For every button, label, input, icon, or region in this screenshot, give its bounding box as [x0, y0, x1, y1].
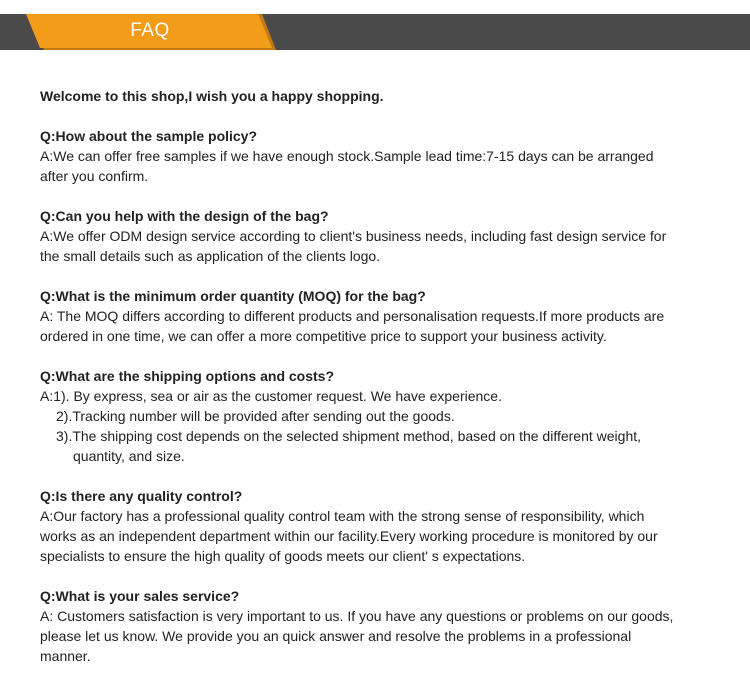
faq-answer — [40, 606, 730, 666]
answer-line: A:1). By express, sea or air as the customer request. We have experience. — [40, 388, 502, 404]
faq-answer — [40, 386, 730, 466]
faq-item-sales-service — [40, 586, 730, 666]
faq-answer — [40, 506, 730, 566]
faq-item-sample-policy — [40, 126, 730, 186]
answer-line: after you confirm. — [40, 168, 149, 184]
faq-question: Q:What are the shipping options and costs? — [40, 368, 335, 384]
faq-question: Q:What is the minimum order quantity (MOQ) for the bag? — [40, 288, 426, 304]
answer-line: 2).Tracking number will be provided after sending out the goods. — [56, 408, 455, 424]
faq-answer — [40, 306, 730, 346]
faq-item-design — [40, 206, 730, 266]
faq-answer — [40, 226, 730, 266]
faq-content — [40, 86, 730, 686]
answer-line: the small details such as application of the clients logo. — [40, 248, 381, 264]
faq-question: Q:Can you help with the design of the bag? — [40, 208, 329, 224]
faq-answer — [40, 146, 730, 186]
faq-question: Q:Is there any quality control? — [40, 488, 243, 504]
answer-line: A: The MOQ differs according to different products and personalisation requests.If more products are — [40, 308, 665, 324]
answer-line: A:We can offer free samples if we have enough stock.Sample lead time:7-15 days can be arranged — [40, 148, 654, 164]
answer-line: works as an independent department within our facility.Every working procedure is monitored by our — [40, 528, 658, 544]
answer-line: A:We offer ODM design service according to client's business needs, including fast design service for — [40, 228, 667, 244]
answer-line: manner. — [40, 648, 91, 664]
answer-line: specialists to ensure the high quality of goods meets our client' s expectations. — [40, 548, 526, 564]
faq-item-quality-control — [40, 486, 730, 566]
answer-line: please let us know. We provide you an quick answer and resolve the problems in a professional — [40, 628, 632, 644]
welcome-message: Welcome to this shop,I wish you a happy shopping. — [40, 88, 384, 104]
faq-question: Q:How about the sample policy? — [40, 128, 258, 144]
answer-line: A: Customers satisfaction is very important to us. If you have any questions or problems on our goods, — [40, 608, 674, 624]
answer-line: quantity, and size. — [73, 448, 185, 464]
page-title: FAQ — [130, 20, 170, 41]
faq-item-shipping — [40, 366, 730, 466]
answer-line: 3).The shipping cost depends on the selected shipment method, based on the different weight, — [56, 428, 642, 444]
faq-item-moq — [40, 286, 730, 346]
answer-line: ordered in one time, we can offer a more competitive price to support your business activity. — [40, 328, 607, 344]
faq-question: Q:What is your sales service? — [40, 588, 240, 604]
answer-line: A:Our factory has a professional quality control team with the strong sense of responsibility, which — [40, 508, 645, 524]
